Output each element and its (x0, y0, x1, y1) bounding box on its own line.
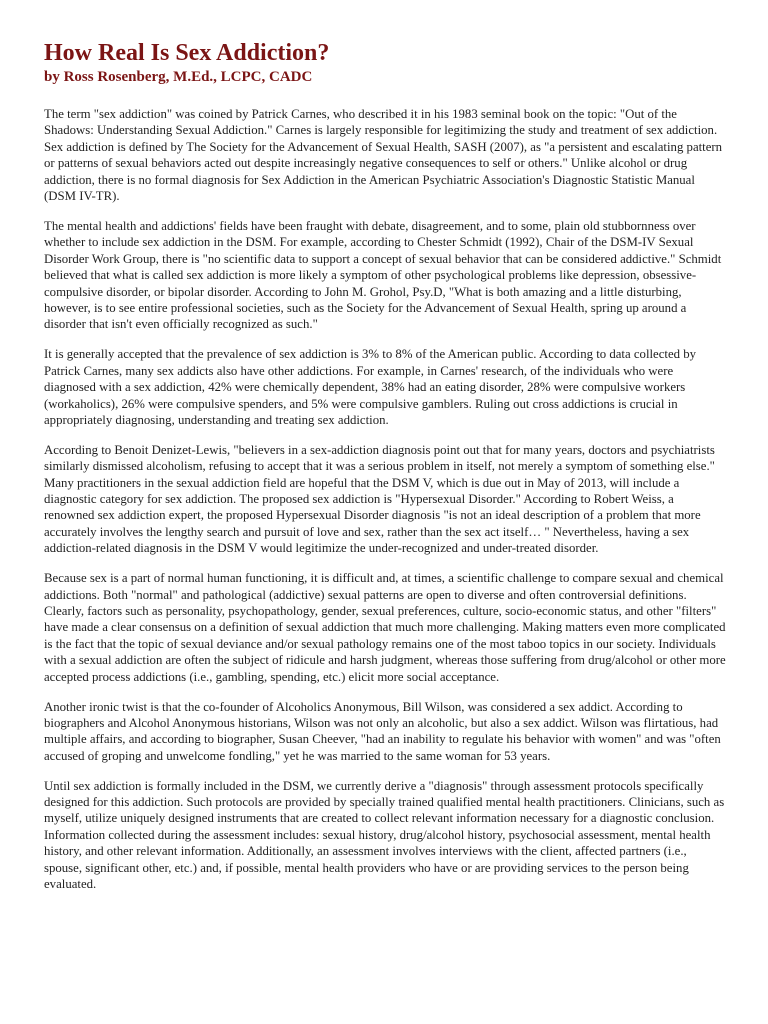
paragraph-7: Until sex addiction is formally included in the DSM, we currently derive a "diagnosis" through assessment protocols specifically designed for this addiction. Such protocols are provided by specially trained qualified mental health practitioners. Clinicians, such as myself, utilize uniquely designed instruments that are created to collect relevant information necessary for a diagnostic conclusion. Information collected during the assessment includes: sexual history, drug/alcohol history, psychosocial assessment, mental health history, and other relevant information. Additionally, an assessment involves interviews with the client, affected partners (i.e., spouse, significant other, etc.) and, if possible, mental health providers who have or are providing services to the person being evaluated. (44, 778, 725, 892)
paragraph-3: It is generally accepted that the prevalence of sex addiction is 3% to 8% of the American public. According to data collected by Patrick Carnes, many sex addicts also have other addictions. For example, in Carnes' research, of the individuals who were diagnosed with a sex addiction, 42% were chemically dependent, 38% had an eating disorder, 28% were compulsive workers (workaholics), 26% were compulsive spenders, and 5% were compulsive gamblers. Ruling out cross addictions is crucial in appropriately diagnosing, understanding and treating sex addiction. (44, 347, 697, 427)
paragraph-1: The term "sex addiction" was coined by Patrick Carnes, who described it in his 1983 seminal book on the topic: "Out of the Shadows: Understanding Sexual Addiction." Carnes is largely responsible for legitimizing the study and treatment of sex addiction. Sex addiction is defined by The Society for the Advancement of Sexual Health, SASH (2007), as "a persistent and escalating pattern or patterns of sexual behaviors acted out despite increasingly negative consequences to self or others." Unlike alcohol or drug addiction, there is no formal diagnosis for Sex Addiction in the American Psychiatric Association's Diagnostic Statistic Manual (DSM IV-TR). (44, 107, 723, 204)
article-title: How Real Is Sex Addiction? (44, 40, 330, 66)
article-byline: by Ross Rosenberg, M.Ed., LCPC, CADC (44, 69, 313, 85)
article (44, 38, 726, 906)
paragraph-2: The mental health and addictions' fields have been fraught with debate, disagreement, and to some, plain old stubbornness over whether to include sex addiction in the DSM. For example, according to Chester Schmidt (1992), Chair of the DSM-IV Sexual Disorder Work Group, there is "no scientific data to support a concept of sexual behavior that can be considered addictive." Schmidt believed that what is called sex addiction is more likely a symptom of other psychological problems like depression, obsessive-compulsive disorder, or bipolar disorder. According to John M. Grohol, Psy.D, "What is both amazing and a little disturbing, however, is to see entire professional societies, such as the Society for the Advancement of Sexual Health, spring up around a disorder that isn't even officially recognized as such." (44, 218, 722, 332)
paragraph-6: Another ironic twist is that the co-founder of Alcoholics Anonymous, Bill Wilson, was considered a sex addict. According to biographers and Alcohol Anonymous historians, Wilson was not only an alcoholic, but also a sex addict. Wilson was flirtatious, had multiple affairs, and according to biographer, Susan Cheever, "had an inability to regulate his behavior with women" and was "often accused of groping and unwelcome fondling," yet he was married to the same woman for 53 years. (44, 699, 721, 763)
paragraph-5: Because sex is a part of normal human functioning, it is difficult and, at times, a scientific challenge to compare sexual and chemical addictions. Both "normal" and pathological (addictive) sexual patterns are open to diverse and often controversial definitions. Clearly, factors such as personality, psychopathology, gender, sexual preferences, culture, socio-economic status, and other "filters" have made a clear consensus on a definition of sexual addiction that much more challenging. Making matters even more complicated is the fact that the topic of sexual deviance and/or sexual pathology remains one of the most taboo topics in our society. Individuals with a sexual addiction are often the subject of ridicule and harsh judgment, whereas those suffering from drug/alcohol or other more accepted process addictions (i.e., gambling, spending, etc.) elicit more social acceptance. (44, 571, 726, 684)
paragraph-4: According to Benoit Denizet-Lewis, "believers in a sex-addiction diagnosis point out that for many years, doctors and psychiatrists similarly dismissed alcoholism, refusing to accept that it was a serious problem in itself, not merely a symptom of something else." Many practitioners in the sexual addiction field are hopeful that the DSM V, which is due out in May of 2013, will include a diagnostic category for sex addiction. The proposed sex addiction is "Hypersexual Disorder." According to Robert Weiss, a renowned sex addiction expert, the proposed Hypersexual Disorder diagnosis "is not an ideal description of a problem that more accurately involves the lengthy search and pursuit of love and sex, rather than the sex act itself… " Nevertheless, having a sex addiction-related diagnosis in the DSM V would legitimize the under-recognized and under-treated disorder. (44, 442, 715, 556)
